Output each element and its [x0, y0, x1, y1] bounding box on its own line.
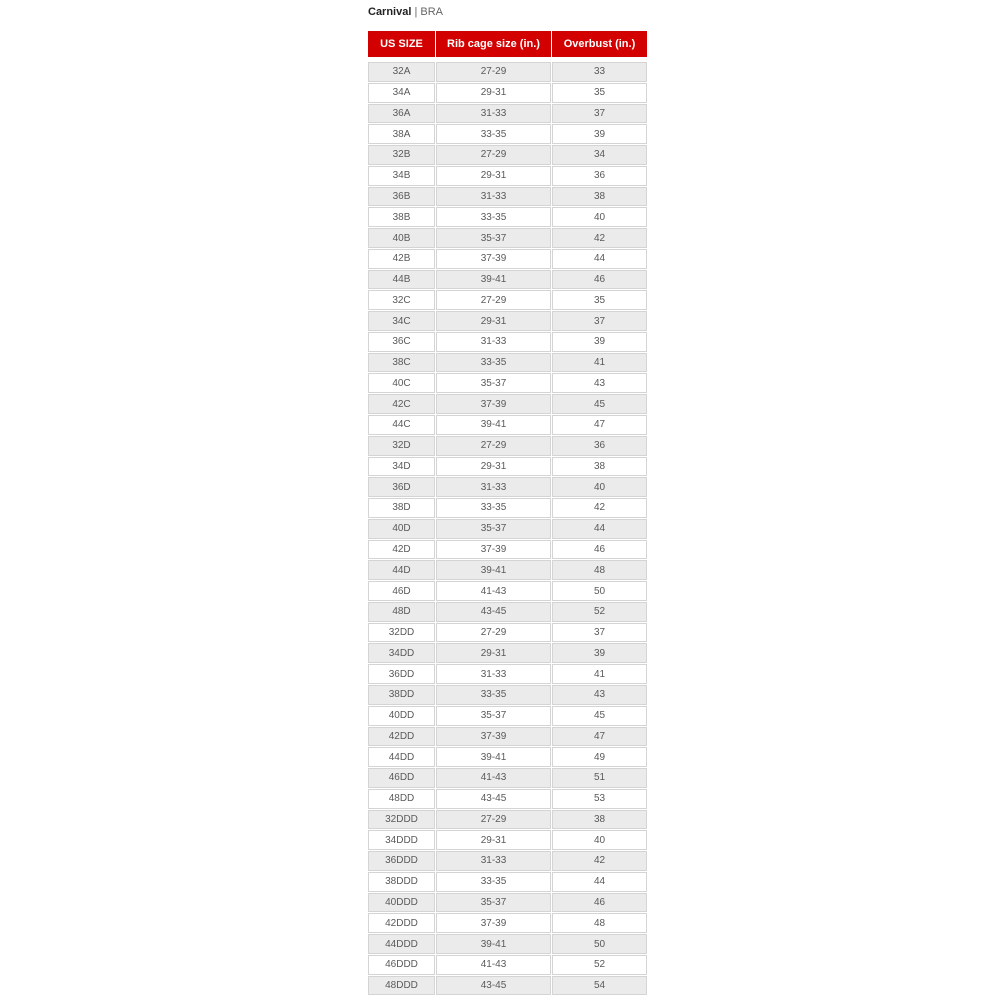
us-size-cell: 32D: [368, 436, 435, 456]
table-row: [368, 851, 647, 871]
table-row: [368, 623, 647, 643]
overbust-cell: 41: [552, 353, 647, 373]
table-row: [368, 394, 647, 414]
table-row: [368, 270, 647, 290]
rib-cage-size-cell: 27-29: [436, 290, 551, 310]
rib-cage-size-cell: 35-37: [436, 706, 551, 726]
overbust-cell: 40: [552, 830, 647, 850]
table-row: [368, 581, 647, 601]
overbust-cell: 52: [552, 602, 647, 622]
table-row: [368, 249, 647, 269]
us-size-cell: 40D: [368, 519, 435, 539]
table-row: [368, 768, 647, 788]
overbust-cell: 47: [552, 415, 647, 435]
overbust-cell: 54: [552, 976, 647, 996]
overbust-cell: 42: [552, 851, 647, 871]
overbust-cell: 35: [552, 290, 647, 310]
table-row: [368, 560, 647, 580]
table-row: [368, 955, 647, 975]
table-row: [368, 519, 647, 539]
table-row: [368, 104, 647, 124]
us-size-cell: 46DD: [368, 768, 435, 788]
rib-cage-size-cell: 37-39: [436, 727, 551, 747]
table-row: [368, 976, 647, 996]
us-size-cell: 40DD: [368, 706, 435, 726]
table-row: [368, 436, 647, 456]
us-size-cell: 32C: [368, 290, 435, 310]
rib-cage-size-cell: 35-37: [436, 893, 551, 913]
rib-cage-size-cell: 31-33: [436, 477, 551, 497]
column-header-rib-cage-size: Rib cage size (in.): [436, 31, 551, 57]
overbust-cell: 37: [552, 104, 647, 124]
rib-cage-size-cell: 33-35: [436, 685, 551, 705]
table-row: [368, 353, 647, 373]
rib-cage-size-cell: 27-29: [436, 436, 551, 456]
table-row: [368, 477, 647, 497]
rib-cage-size-cell: 39-41: [436, 747, 551, 767]
overbust-cell: 41: [552, 664, 647, 684]
rib-cage-size-cell: 27-29: [436, 62, 551, 82]
rib-cage-size-cell: 43-45: [436, 789, 551, 809]
overbust-cell: 43: [552, 373, 647, 393]
rib-cage-size-cell: 35-37: [436, 228, 551, 248]
overbust-cell: 33: [552, 62, 647, 82]
rib-cage-size-cell: 39-41: [436, 934, 551, 954]
rib-cage-size-cell: 37-39: [436, 249, 551, 269]
rib-cage-size-cell: 41-43: [436, 955, 551, 975]
overbust-cell: 50: [552, 581, 647, 601]
table-row: [368, 124, 647, 144]
table-row: [368, 664, 647, 684]
table-row: [368, 311, 647, 331]
us-size-cell: 44DD: [368, 747, 435, 767]
rib-cage-size-cell: 35-37: [436, 373, 551, 393]
table-row: [368, 62, 647, 82]
table-row: [368, 789, 647, 809]
rib-cage-size-cell: 41-43: [436, 768, 551, 788]
table-row: [368, 332, 647, 352]
us-size-cell: 38D: [368, 498, 435, 518]
overbust-cell: 39: [552, 332, 647, 352]
overbust-cell: 36: [552, 436, 647, 456]
overbust-cell: 44: [552, 519, 647, 539]
rib-cage-size-cell: 43-45: [436, 602, 551, 622]
overbust-cell: 39: [552, 643, 647, 663]
table-row: [368, 228, 647, 248]
us-size-cell: 48DDD: [368, 976, 435, 996]
us-size-cell: 42B: [368, 249, 435, 269]
overbust-cell: 35: [552, 83, 647, 103]
overbust-cell: 42: [552, 498, 647, 518]
overbust-cell: 51: [552, 768, 647, 788]
overbust-cell: 38: [552, 810, 647, 830]
us-size-cell: 34A: [368, 83, 435, 103]
overbust-cell: 45: [552, 394, 647, 414]
table-row: [368, 810, 647, 830]
table-row: [368, 83, 647, 103]
rib-cage-size-cell: 27-29: [436, 145, 551, 165]
us-size-cell: 40C: [368, 373, 435, 393]
overbust-cell: 46: [552, 893, 647, 913]
us-size-cell: 34DDD: [368, 830, 435, 850]
table-row: [368, 187, 647, 207]
us-size-cell: 36DD: [368, 664, 435, 684]
us-size-cell: 34B: [368, 166, 435, 186]
us-size-cell: 36D: [368, 477, 435, 497]
overbust-cell: 50: [552, 934, 647, 954]
table-row: [368, 706, 647, 726]
table-row: [368, 872, 647, 892]
overbust-cell: 37: [552, 623, 647, 643]
overbust-cell: 40: [552, 477, 647, 497]
rib-cage-size-cell: 37-39: [436, 540, 551, 560]
overbust-cell: 47: [552, 727, 647, 747]
us-size-cell: 34DD: [368, 643, 435, 663]
us-size-cell: 38B: [368, 207, 435, 227]
us-size-cell: 38C: [368, 353, 435, 373]
overbust-cell: 52: [552, 955, 647, 975]
overbust-cell: 48: [552, 560, 647, 580]
us-size-cell: 38DD: [368, 685, 435, 705]
us-size-cell: 46D: [368, 581, 435, 601]
us-size-cell: 44DDD: [368, 934, 435, 954]
overbust-cell: 49: [552, 747, 647, 767]
rib-cage-size-cell: 39-41: [436, 415, 551, 435]
overbust-cell: 44: [552, 249, 647, 269]
table-row: [368, 145, 647, 165]
rib-cage-size-cell: 29-31: [436, 830, 551, 850]
table-row: [368, 415, 647, 435]
rib-cage-size-cell: 33-35: [436, 353, 551, 373]
table-row: [368, 747, 647, 767]
brand-name: Carnival: [368, 6, 412, 18]
us-size-cell: 38DDD: [368, 872, 435, 892]
rib-cage-size-cell: 31-33: [436, 187, 551, 207]
us-size-cell: 44D: [368, 560, 435, 580]
rib-cage-size-cell: 27-29: [436, 810, 551, 830]
rib-cage-size-cell: 29-31: [436, 457, 551, 477]
overbust-cell: 44: [552, 872, 647, 892]
rib-cage-size-cell: 39-41: [436, 270, 551, 290]
table-row: [368, 498, 647, 518]
overbust-cell: 53: [552, 789, 647, 809]
rib-cage-size-cell: 33-35: [436, 498, 551, 518]
table-row: [368, 913, 647, 933]
table-row: [368, 727, 647, 747]
overbust-cell: 37: [552, 311, 647, 331]
rib-cage-size-cell: 31-33: [436, 104, 551, 124]
rib-cage-size-cell: 41-43: [436, 581, 551, 601]
us-size-cell: 34C: [368, 311, 435, 331]
rib-cage-size-cell: 33-35: [436, 124, 551, 144]
size-chart-heading: [368, 5, 443, 19]
table-row: [368, 373, 647, 393]
rib-cage-size-cell: 31-33: [436, 851, 551, 871]
us-size-cell: 42C: [368, 394, 435, 414]
us-size-cell: 42DDD: [368, 913, 435, 933]
table-row: [368, 166, 647, 186]
product-category: BRA: [420, 6, 444, 18]
rib-cage-size-cell: 43-45: [436, 976, 551, 996]
table-row: [368, 540, 647, 560]
table-row: [368, 934, 647, 954]
us-size-cell: 42DD: [368, 727, 435, 747]
rib-cage-size-cell: 31-33: [436, 332, 551, 352]
overbust-cell: 46: [552, 270, 647, 290]
overbust-cell: 45: [552, 706, 647, 726]
rib-cage-size-cell: 29-31: [436, 311, 551, 331]
us-size-cell: 46DDD: [368, 955, 435, 975]
overbust-cell: 48: [552, 913, 647, 933]
overbust-cell: 43: [552, 685, 647, 705]
overbust-cell: 34: [552, 145, 647, 165]
table-row: [368, 207, 647, 227]
us-size-cell: 32B: [368, 145, 435, 165]
us-size-cell: 40DDD: [368, 893, 435, 913]
table-row: [368, 830, 647, 850]
us-size-cell: 32DDD: [368, 810, 435, 830]
overbust-cell: 42: [552, 228, 647, 248]
us-size-cell: 48D: [368, 602, 435, 622]
us-size-cell: 34D: [368, 457, 435, 477]
table-row: [368, 643, 647, 663]
us-size-cell: 42D: [368, 540, 435, 560]
rib-cage-size-cell: 37-39: [436, 394, 551, 414]
overbust-cell: 39: [552, 124, 647, 144]
overbust-cell: 38: [552, 457, 647, 477]
table-body: [368, 62, 647, 995]
us-size-cell: 36DDD: [368, 851, 435, 871]
us-size-cell: 40B: [368, 228, 435, 248]
heading-separator: |: [411, 6, 421, 18]
rib-cage-size-cell: 29-31: [436, 166, 551, 186]
rib-cage-size-cell: 33-35: [436, 207, 551, 227]
us-size-cell: 32A: [368, 62, 435, 82]
table-row: [368, 602, 647, 622]
column-header-overbust: Overbust (in.): [552, 31, 647, 57]
us-size-cell: 38A: [368, 124, 435, 144]
rib-cage-size-cell: 39-41: [436, 560, 551, 580]
rib-cage-size-cell: 27-29: [436, 623, 551, 643]
us-size-cell: 36C: [368, 332, 435, 352]
overbust-cell: 36: [552, 166, 647, 186]
overbust-cell: 38: [552, 187, 647, 207]
rib-cage-size-cell: 29-31: [436, 643, 551, 663]
us-size-cell: 36A: [368, 104, 435, 124]
rib-cage-size-cell: 31-33: [436, 664, 551, 684]
rib-cage-size-cell: 33-35: [436, 872, 551, 892]
table-header-row: [368, 31, 647, 57]
table-row: [368, 290, 647, 310]
rib-cage-size-cell: 29-31: [436, 83, 551, 103]
table-row: [368, 893, 647, 913]
us-size-cell: 36B: [368, 187, 435, 207]
us-size-cell: 32DD: [368, 623, 435, 643]
table-row: [368, 685, 647, 705]
rib-cage-size-cell: 35-37: [436, 519, 551, 539]
us-size-cell: 44B: [368, 270, 435, 290]
size-chart-table: [368, 31, 647, 996]
us-size-cell: 44C: [368, 415, 435, 435]
overbust-cell: 40: [552, 207, 647, 227]
overbust-cell: 46: [552, 540, 647, 560]
column-header-us-size: US SIZE: [368, 31, 435, 57]
rib-cage-size-cell: 37-39: [436, 913, 551, 933]
us-size-cell: 48DD: [368, 789, 435, 809]
table-row: [368, 457, 647, 477]
